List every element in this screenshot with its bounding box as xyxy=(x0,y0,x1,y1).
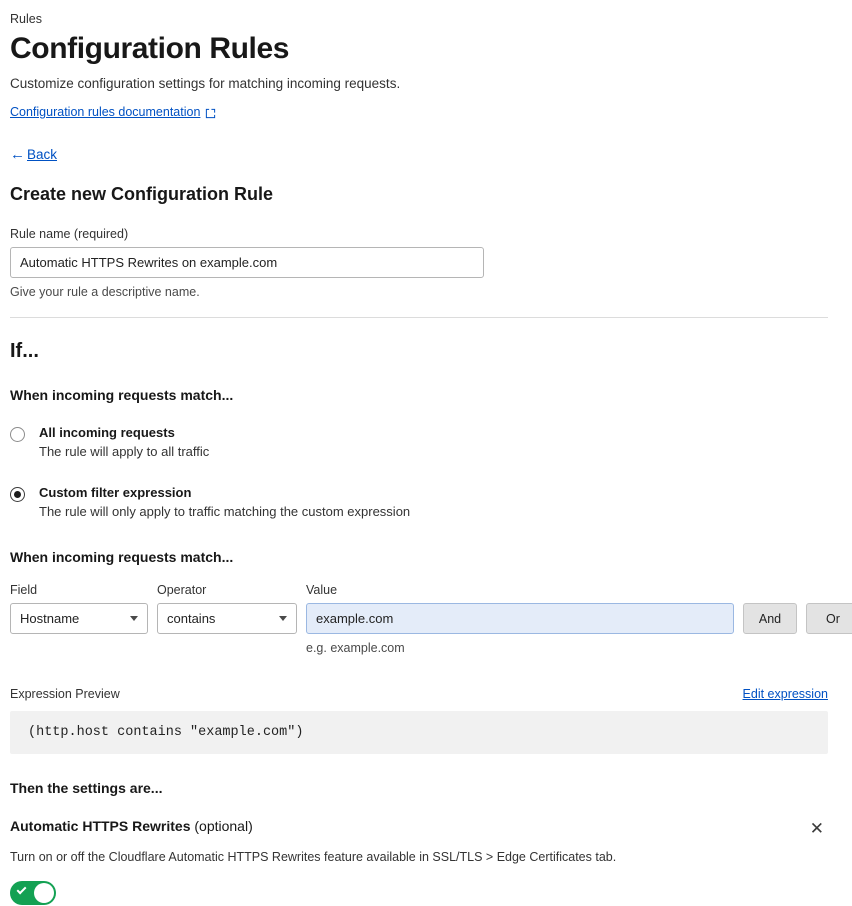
radio-custom-filter-desc: The rule will only apply to traffic matching the custom expression xyxy=(39,504,411,519)
setting-optional-label: (optional) xyxy=(194,818,253,834)
rule-name-label: Rule name (required) xyxy=(10,227,129,241)
radio-all-requests-control[interactable] xyxy=(10,427,25,442)
operator-select[interactable] xyxy=(157,603,297,634)
and-spacer xyxy=(743,583,797,597)
expression-preview-label: Expression Preview xyxy=(10,687,120,701)
value-label: Value xyxy=(306,583,338,597)
rule-name-help: Give your rule a descriptive name. xyxy=(10,285,200,299)
automatic-https-rewrites-toggle[interactable] xyxy=(10,881,56,905)
breadcrumb: Rules xyxy=(10,12,42,26)
or-column xyxy=(806,583,852,634)
setting-description: Turn on or off the Cloudflare Automatic HTTPS Rewrites feature available in SSL/TLS > Edge Certificates tab. xyxy=(10,850,617,864)
expression-preview-box: (http.host contains "example.com") xyxy=(10,711,828,754)
field-select[interactable] xyxy=(10,603,148,634)
or-button[interactable]: Or xyxy=(806,603,852,634)
or-spacer xyxy=(806,583,852,597)
match-subheading: When incoming requests match... xyxy=(10,387,234,403)
check-icon xyxy=(17,885,27,895)
expression-preview-header xyxy=(10,687,828,701)
radio-custom-filter-control[interactable] xyxy=(10,487,25,502)
filter-heading: When incoming requests match... xyxy=(10,549,234,565)
field-label: Field xyxy=(10,583,38,597)
back-navigation[interactable] xyxy=(10,147,828,162)
arrow-left-icon: ← xyxy=(10,146,25,163)
page-title: Configuration Rules xyxy=(10,32,290,65)
page-description: Customize configuration settings for matching incoming requests. xyxy=(10,76,401,91)
toggle-knob xyxy=(34,883,54,903)
radio-all-requests-text xyxy=(39,425,209,459)
create-rule-heading: Create new Configuration Rule xyxy=(10,184,274,204)
radio-custom-filter-title: Custom filter expression xyxy=(39,485,192,500)
operator-label: Operator xyxy=(157,583,207,597)
radio-custom-filter-text xyxy=(39,485,410,519)
radio-all-requests-desc: The rule will apply to all traffic xyxy=(39,444,210,459)
radio-option-all-requests[interactable] xyxy=(10,425,828,459)
edit-expression-link[interactable]: Edit expression xyxy=(742,687,828,701)
setting-title xyxy=(10,818,253,834)
radio-option-custom-filter[interactable] xyxy=(10,485,828,519)
then-settings-heading: Then the settings are... xyxy=(10,780,163,796)
chevron-down-icon xyxy=(279,616,287,621)
chevron-down-icon xyxy=(130,616,138,621)
back-link-label[interactable]: Back xyxy=(27,147,58,162)
field-select-value: Hostname xyxy=(20,611,80,626)
rule-name-input[interactable] xyxy=(10,247,484,278)
operator-column xyxy=(157,583,297,634)
value-column xyxy=(306,583,734,655)
documentation-link-label: Configuration rules documentation xyxy=(10,105,201,119)
documentation-link[interactable] xyxy=(10,105,216,119)
and-column xyxy=(743,583,797,634)
value-help: e.g. example.com xyxy=(306,641,405,655)
setting-name: Automatic HTTPS Rewrites xyxy=(10,818,191,834)
close-icon[interactable]: ✕ xyxy=(809,819,824,838)
field-column xyxy=(10,583,148,634)
setting-header-row xyxy=(10,818,828,839)
filter-builder-row xyxy=(10,583,840,655)
operator-select-value: contains xyxy=(167,611,216,626)
radio-all-requests-title: All incoming requests xyxy=(39,425,175,440)
section-divider xyxy=(10,317,828,318)
external-link-icon xyxy=(205,108,216,119)
if-section-title: If... xyxy=(10,340,39,362)
and-button[interactable]: And xyxy=(743,603,797,634)
value-input[interactable] xyxy=(306,603,734,634)
